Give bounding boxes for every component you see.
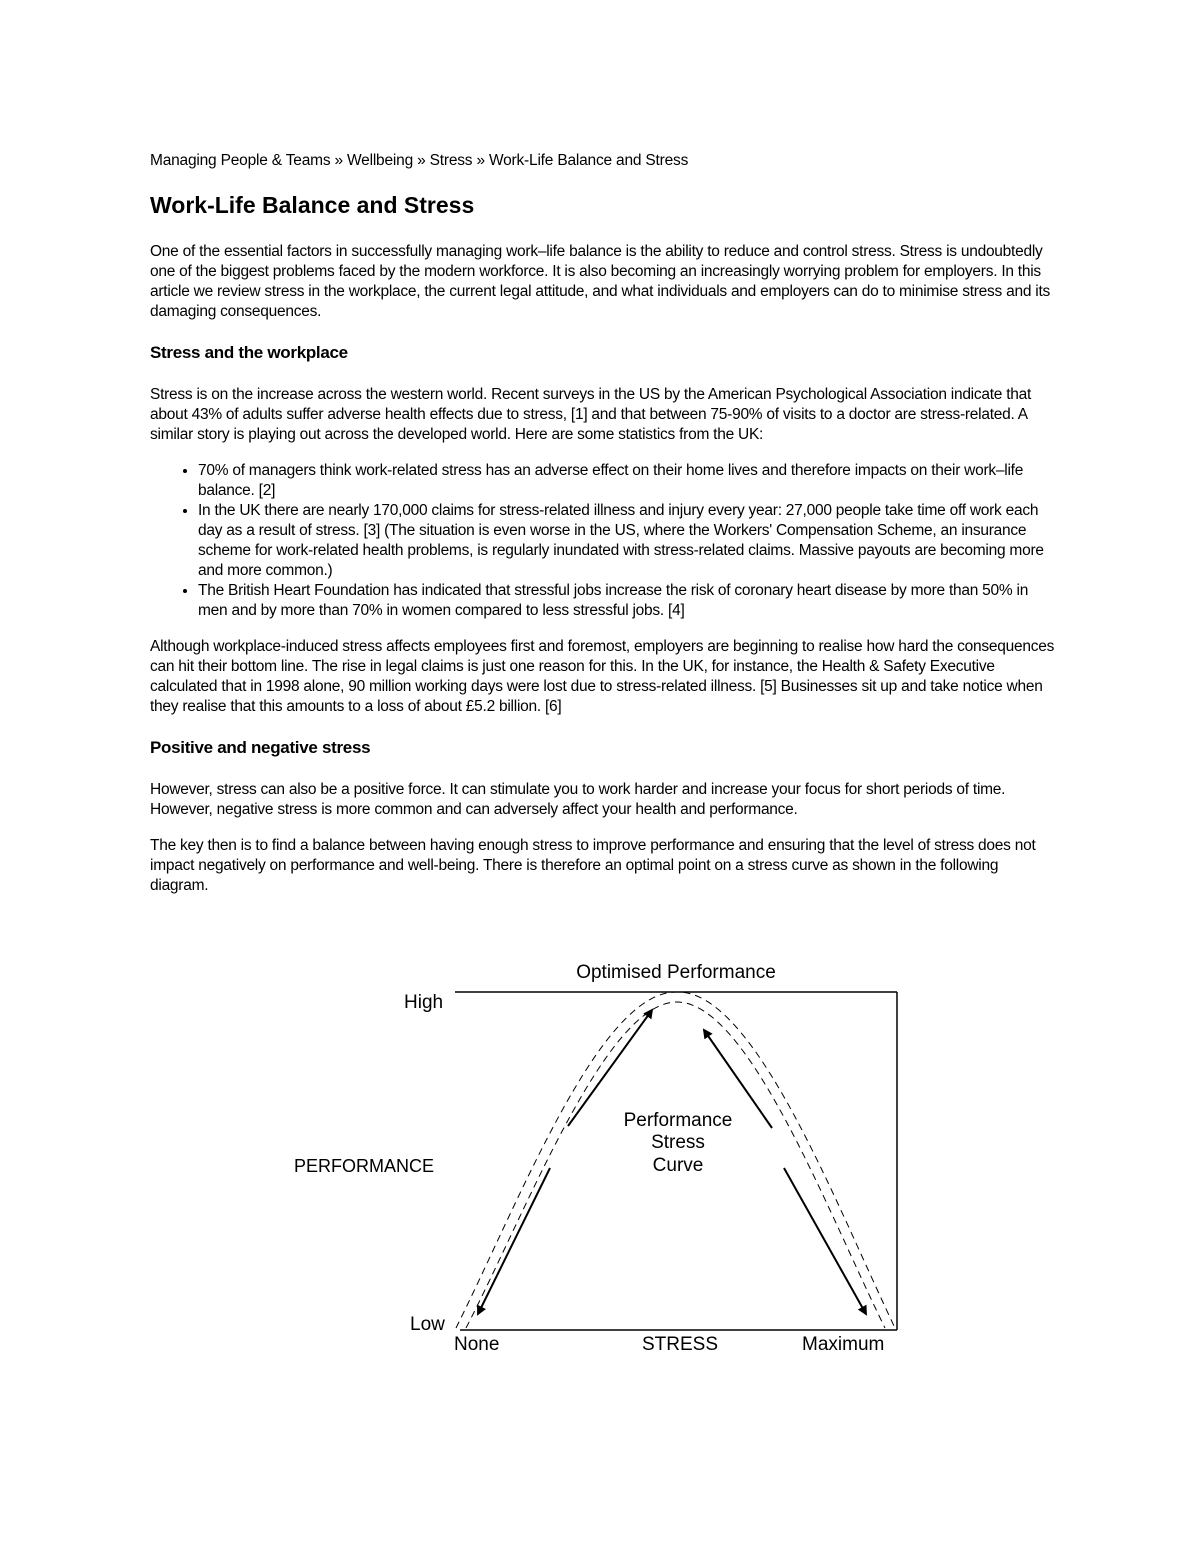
positive-stress-paragraph: However, stress can also be a positive force. It can stimulate you to work harder and increase your focus for short periods of time. However, negative stress is more common and can adversely affect your health and performance. [150, 781, 1006, 818]
list-item: • The British Heart Foundation has indicated that stressful jobs increase the risk of coronary heart disease by more than 50% in men and by more than 70% in women compared to less stressful jobs. [4] [198, 581, 1055, 621]
curve-title-line2: Stress [651, 1132, 705, 1153]
arrow-maximum-stress [784, 1168, 866, 1314]
stress-axis-label: STRESS [641, 1334, 719, 1355]
x-none-label: None [454, 1334, 500, 1355]
x-maximum-label: Maximum [802, 1334, 885, 1355]
section-heading-stress-workplace: Stress and the workplace [150, 343, 348, 362]
y-high-label: High [404, 992, 444, 1013]
y-low-label: Low [410, 1314, 445, 1335]
arrow-rising-performance [568, 1010, 652, 1126]
stress-workplace-paragraph: Stress is on the increase across the western world. Recent surveys in the US by the American Psychological Association indicate that about 43% of adults suffer adverse health effects due to stress, [1] and that between 75-90% of visits to a doctor are stress-related. A similar story is playing out across the developed world. Here are some statistics from the UK: [150, 386, 1032, 443]
employer-consequences-paragraph: Although workplace-induced stress affects employees first and foremost, employers are beginning to realise how hard the consequences can hit their bottom line. The rise in legal claims is just one reason for this. In the UK, for instance, the Health & Safety Executive calculated that in 1998 alone, 90 million working days were lost due to stress-related illness. [5] Businesses sit up and take notice when they realise that this amounts to a loss of about £5.2 billion. [6] [150, 638, 1055, 715]
breadcrumb[interactable]: Managing People & Teams » Wellbeing » Stress » Work-Life Balance and Stress [150, 152, 689, 169]
stress-curve-svg [280, 950, 920, 1360]
list-item: • In the UK there are nearly 170,000 claims for stress-related illness and injury every year: 27,000 people take time off work each day as a result of stress. [3] (The situation is even worse in the US, where the Workers' Compensation Scheme, an insurance scheme for work-related health problems, is regularly inundated with stress-related claims. Massive payouts are becoming more and more common.) [198, 501, 1055, 581]
balance-paragraph: The key then is to find a balance between having enough stress to improve performance and ensuring that the level of stress does not impact negatively on performance and well-being. There is therefore an optimal point on a stress curve as shown in the following diagram. [150, 837, 1036, 894]
intro-paragraph: One of the essential factors in successfully managing work–life balance is the ability to reduce and control stress. Stress is undoubtedly one of the biggest problems faced by the modern workforce. It is also becoming an increasingly worrying problem for employers. In this article we review stress in the workplace, the current legal attitude, and what individuals and employers can do to minimise stress and its damaging consequences. [150, 243, 1051, 320]
curve-title-line1: Performance [623, 1110, 733, 1131]
list-item: • 70% of managers think work-related stress has an adverse effect on their home lives and therefore impacts on their work–life balance. [2] [198, 461, 1055, 501]
performance-stress-diagram [280, 950, 920, 1360]
curve-title-line3: Curve [652, 1155, 704, 1176]
page-title: Work-Life Balance and Stress [150, 192, 475, 218]
optimised-performance-label: Optimised Performance [576, 962, 776, 983]
arrow-low-stress [478, 1168, 550, 1314]
performance-axis-label: PERFORMANCE [294, 1156, 435, 1176]
section-heading-positive-negative: Positive and negative stress [150, 738, 371, 757]
statistics-list [150, 461, 1055, 621]
